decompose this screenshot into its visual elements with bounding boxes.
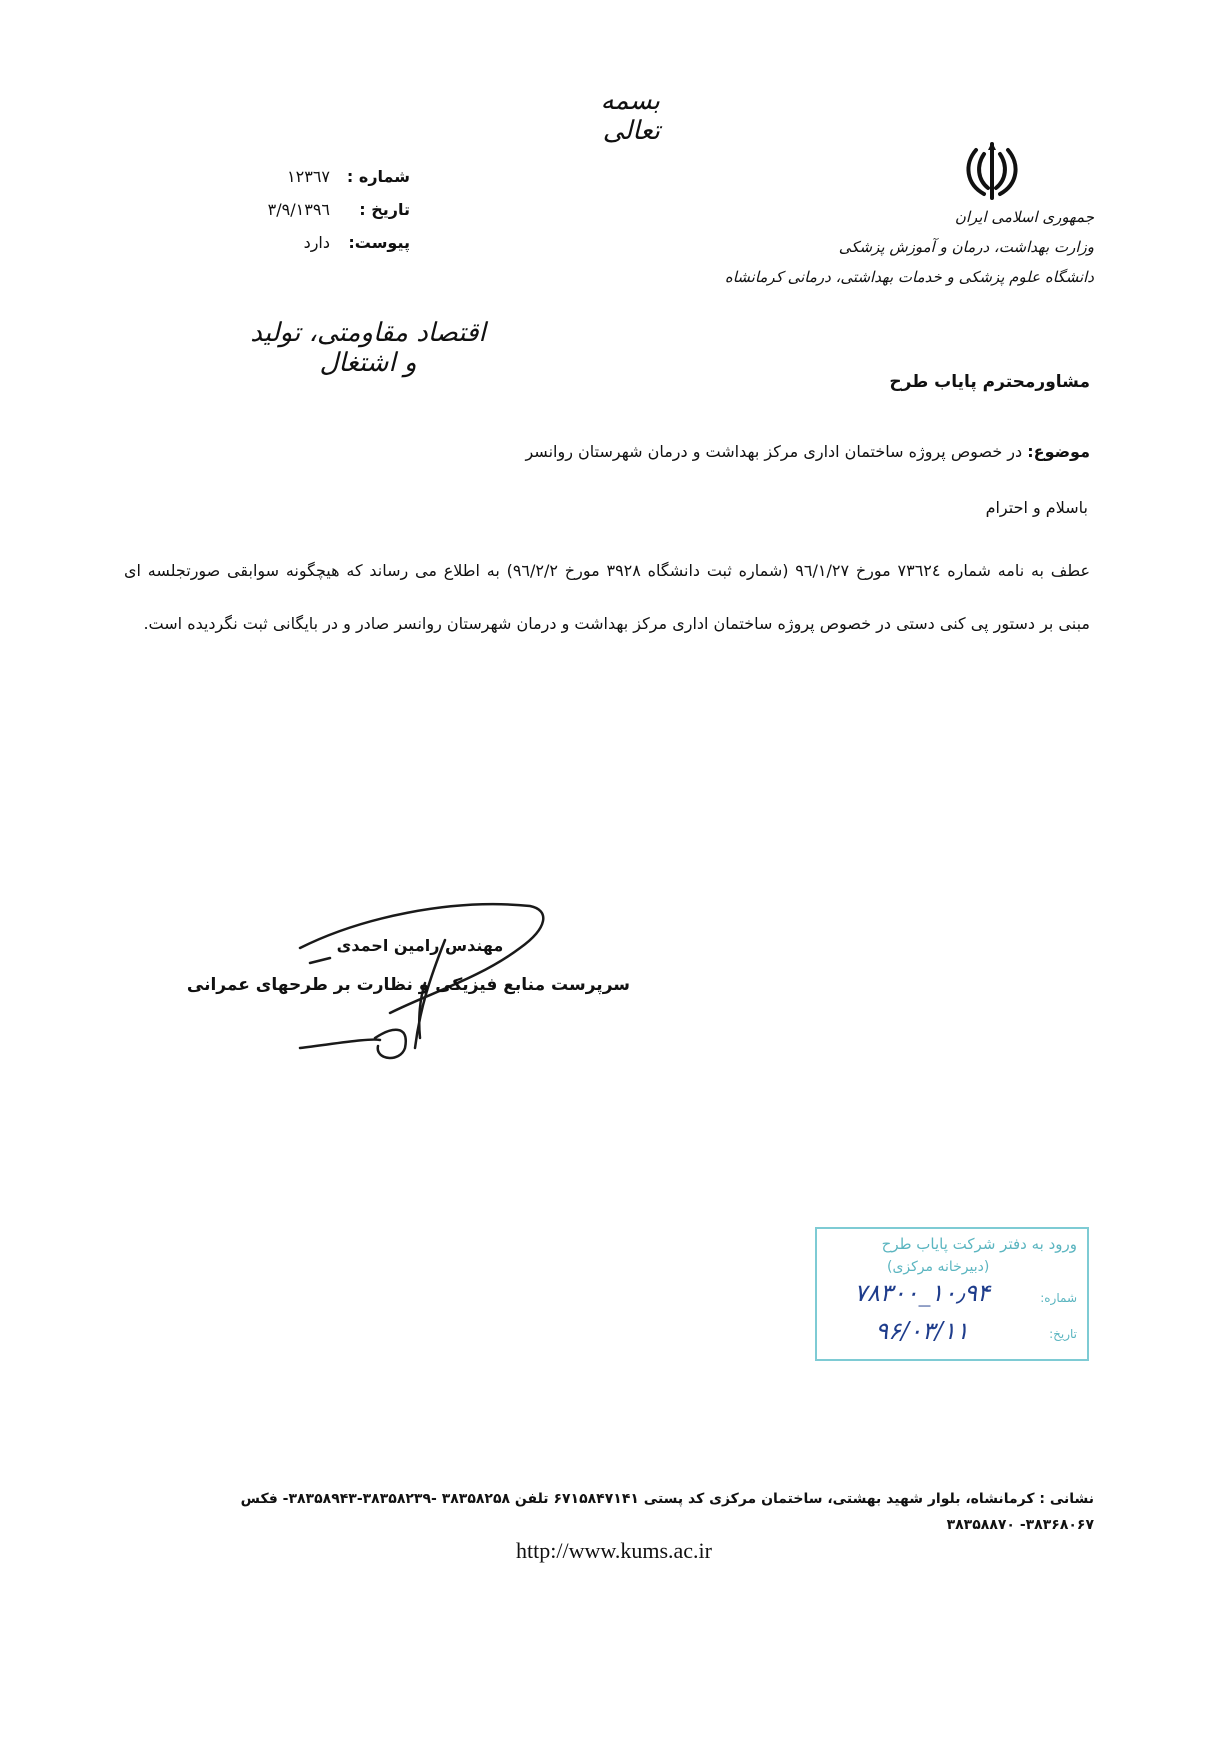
stamp-date-value: ۹۶/۰۳/۱۱: [875, 1317, 969, 1345]
number-value: ۱۲۳٦۷: [287, 167, 330, 186]
signer-name: مهندس رامین احمدی: [336, 936, 504, 955]
date-value: ۱۳۹٦/۳/۹: [267, 200, 330, 219]
stamp-title: ورود به دفتر شرکت پایاب طرح: [881, 1235, 1077, 1253]
basmala: [560, 86, 660, 146]
footer-website[interactable]: http://www.kums.ac.ir: [516, 1538, 712, 1563]
letter-meta: [250, 160, 410, 259]
meta-date-row: [250, 193, 410, 226]
subject-label: موضوع:: [1027, 442, 1090, 461]
number-label: شماره :: [346, 167, 410, 186]
attachment-value: دارد: [303, 233, 330, 252]
receipt-stamp: [815, 1227, 1089, 1361]
org-university: دانشگاه علوم پزشکی و خدمات بهداشتی، درمانی کرمانشاه: [724, 268, 1094, 286]
organization-block: [724, 202, 1094, 292]
recipient: مشاورمحترم پایاب طرح: [889, 372, 1090, 392]
date-label: تاریخ :: [359, 200, 410, 219]
stamp-number-value: ۱۰٫۹۴_۷۸۳۰۰: [854, 1279, 990, 1307]
basmala-text: بسمه تعالی: [600, 86, 660, 146]
attachment-label: پیوست:: [348, 233, 410, 252]
slogan: اقتصاد مقاومتی، تولید و اشتغال: [250, 318, 486, 378]
org-country: جمهوری اسلامی ایران: [954, 208, 1094, 226]
meta-attachment-row: [250, 226, 410, 259]
org-ministry: وزارت بهداشت، درمان و آموزش پزشکی: [838, 238, 1094, 256]
greeting: باسلام و احترام: [985, 498, 1088, 517]
letter-body: عطف به نامه شماره ۷۳٦۲٤ مورخ ۹٦/۱/۲۷ (شماره ثبت دانشگاه ۳۹۲۸ مورخ ۹٦/۲/۲) به اطلاع می رساند که هیچگونه سوابقی صورتجلسه ای مبنی بر دستور پی کنی دستی در خصوص پروژه ساختمان اداری مرکز بهداشت و درمان شهرستان روانسر صادر و در بایگانی ثبت نگردیده است.: [124, 561, 1091, 633]
iran-emblem-icon: [962, 140, 1022, 204]
stamp-date-label: تاریخ:: [1049, 1327, 1077, 1341]
meta-number-row: [250, 160, 410, 193]
subject-line: [525, 442, 1090, 461]
stamp-subtitle: (دبیرخانه مرکزی): [887, 1259, 990, 1275]
stamp-number-label: شماره:: [1040, 1291, 1077, 1305]
footer-address: نشانی : کرمانشاه، بلوار شهید بهشتی، ساختمان مرکزی کد پستی ۶۷۱۵۸۴۷۱۴۱ تلفن ۳۸۳۵۸۲۵۸ -۳۸۳۵۸۲۳۹-۳۸۳۵۸۹۴۳- فکس ۳۸۳۶۸۰۶۷- ۳۸۳۵۸۸۷۰: [240, 1491, 1094, 1533]
subject-text: در خصوص پروژه ساختمان اداری مرکز بهداشت و درمان شهرستان روانسر: [525, 442, 1028, 461]
signer-title: سرپرست منابع فیزیکی و نظارت بر طرحهای عمرانی: [186, 975, 630, 995]
